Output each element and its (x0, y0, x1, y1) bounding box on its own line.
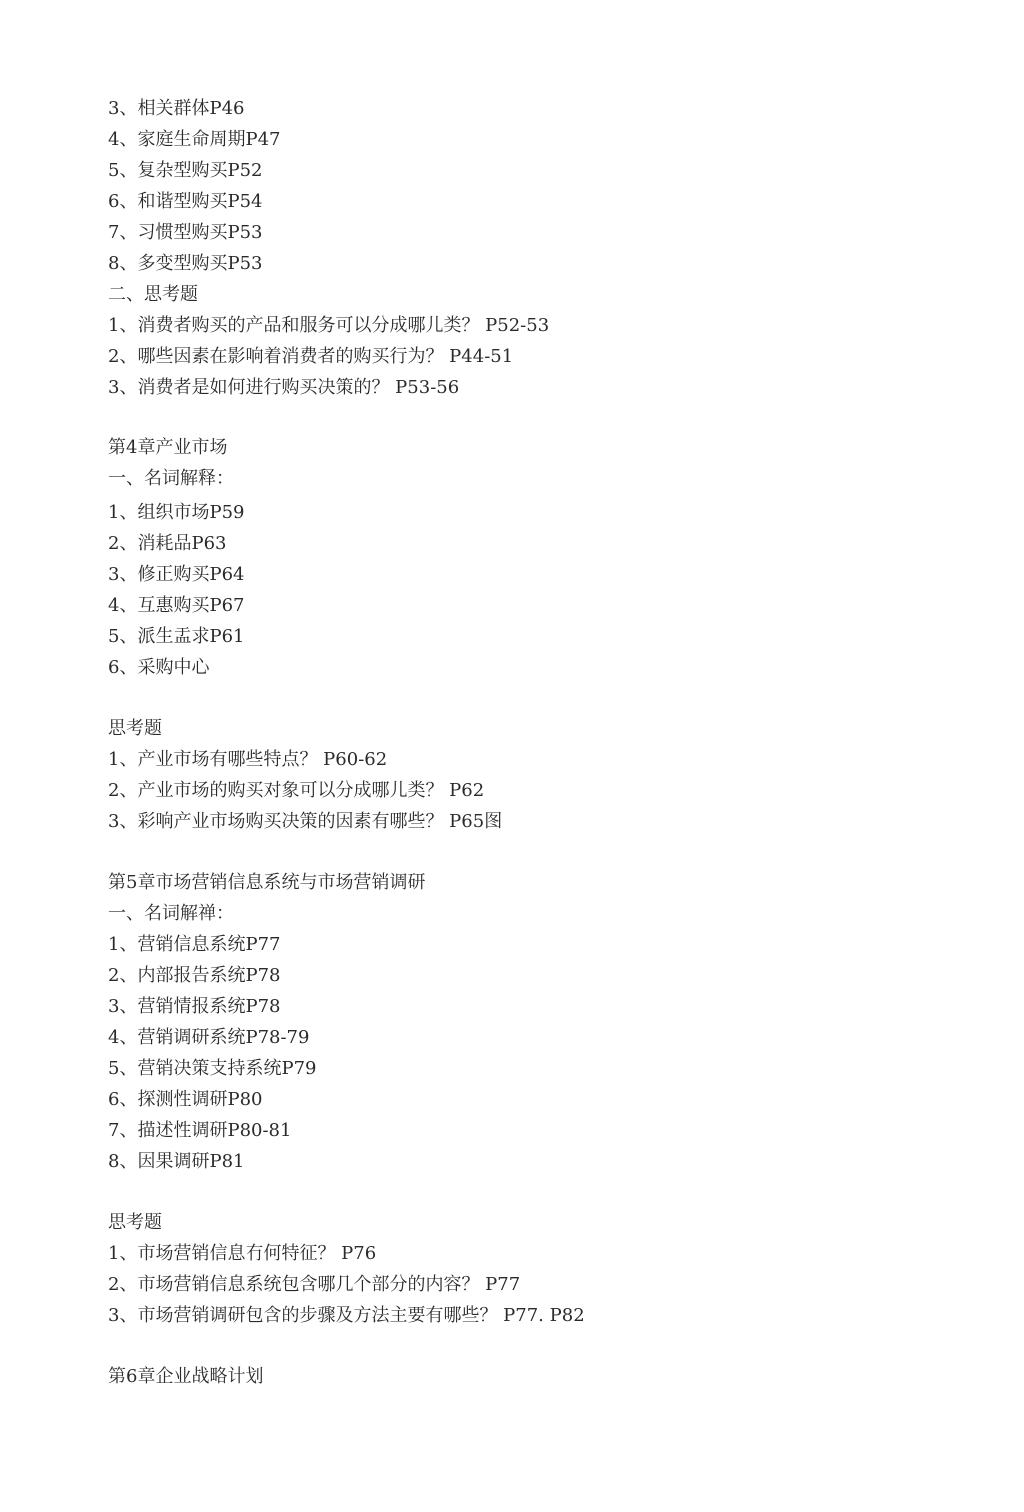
list-item: 5、复杂型购买P52 (108, 160, 263, 181)
list-item: 6、采购中心 (108, 657, 210, 678)
list-item: 6、探测性调研P80 (108, 1089, 263, 1110)
section-heading: 思考题 (108, 718, 162, 739)
section-heading: 思考题 (108, 1212, 162, 1233)
section-heading: 一、名词解释： (108, 468, 234, 489)
chapter-heading: 第6章企业战略计划 (108, 1366, 264, 1387)
list-item: 3、相关群体P46 (108, 98, 245, 119)
list-item: 1、组织市场P59 (108, 502, 245, 523)
list-item: 3、修正购买P64 (108, 564, 245, 585)
list-item: 2、产业市场的购买对象可以分成哪儿类？ P62 (108, 780, 485, 801)
list-item: 4、互惠购买P67 (108, 595, 245, 616)
list-item: 7、习惯型购买P53 (108, 222, 263, 243)
list-item: 3、消费者是如何进行购买决策的？ P53-56 (108, 377, 460, 398)
list-item: 5、派生盂求P61 (108, 626, 245, 647)
list-item: 3、营销情报系统P78 (108, 996, 281, 1017)
list-item: 1、产业市场有哪些特点？ P60-62 (108, 749, 388, 770)
list-item: 4、家庭生命周期P47 (108, 129, 281, 150)
list-item: 3、彩响产业市场购买决策的因素有哪些？ P65图 (108, 811, 503, 832)
section-heading: 一、名词解禅： (108, 903, 234, 924)
list-item: 2、内部报告系统P78 (108, 965, 281, 986)
chapter-heading: 第5章市场营销信息系统与市场营销调研 (108, 872, 426, 893)
list-item: 7、描述性调研P80-81 (108, 1120, 292, 1141)
list-item: 3、市场营销调研包含的步骤及方法主要有哪些？ P77. P82 (108, 1305, 585, 1326)
list-item: 2、市场营销信息系统包含哪几个部分的内容？ P77 (108, 1274, 521, 1295)
section-heading: 二、思考题 (108, 284, 198, 305)
list-item: 4、营销调研系统P78-79 (108, 1027, 310, 1048)
list-item: 6、和谐型购买P54 (108, 191, 263, 212)
list-item: 2、消耗品P63 (108, 533, 227, 554)
list-item: 1、消费者购买的产品和服务可以分成哪儿类？ P52-53 (108, 315, 550, 336)
chapter-heading: 第4章产业市场 (108, 437, 228, 458)
list-item: 1、市场营销信息冇何特征？ P76 (108, 1243, 377, 1264)
list-item: 5、营销决策支持系统P79 (108, 1058, 317, 1079)
list-item: 8、多变型购买P53 (108, 253, 263, 274)
list-item: 2、哪些因素在影响着消费者的购买行为？ P44-51 (108, 346, 514, 367)
list-item: 8、因果调研P81 (108, 1151, 245, 1172)
list-item: 1、营销信息系统P77 (108, 934, 281, 955)
